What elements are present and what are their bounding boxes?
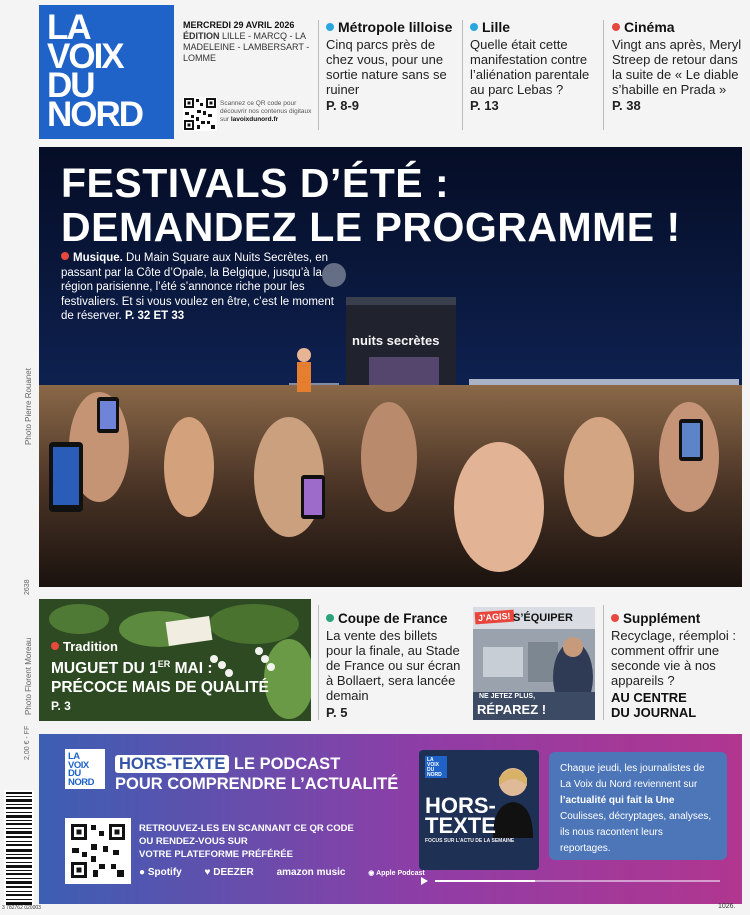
logo-line: NORD	[427, 772, 442, 778]
headline-text: MAI :	[170, 660, 213, 678]
logo-line: LA	[68, 751, 80, 762]
story-muguet[interactable]	[39, 599, 311, 721]
spotify-link[interactable]: ● Spotify	[139, 867, 182, 878]
banner-title	[115, 754, 398, 794]
price: 2,00 € - FF	[24, 725, 31, 760]
teaser-kicker	[470, 20, 600, 35]
slogan-line2: RÉPAREZ !	[477, 702, 547, 717]
story-page: P. 3	[51, 699, 71, 714]
story-supplement[interactable]	[611, 611, 745, 720]
teaser-page: P. 13	[470, 98, 499, 113]
issue-code: 2638	[24, 579, 31, 595]
bottom-code: 1026.	[718, 903, 736, 910]
teaser-page: P. 8-9	[326, 98, 360, 113]
divider	[603, 605, 604, 720]
logo-line: DU	[47, 66, 94, 105]
masthead-logo[interactable]	[39, 5, 174, 139]
logo-line: NORD	[47, 95, 143, 134]
headline-text: MUGUET DU 1	[51, 660, 158, 678]
edition-areas: LILLE - MARCQ - LA MADELEINE - LAMBERSART - LOMME	[183, 31, 310, 63]
platform-label: Apple Podcast	[376, 870, 425, 877]
logo-line: LA	[47, 8, 90, 47]
story-headline	[51, 656, 269, 677]
divider	[318, 605, 319, 720]
bullet-dot-icon	[470, 23, 478, 31]
teaser-kicker	[326, 20, 460, 35]
teaser-text: Quelle était cette manifestation contre l’aliénation parentale au parc Lebas ?	[470, 37, 590, 97]
cover-title	[425, 793, 496, 838]
scan-line: RETROUVEZ-LES EN SCANNANT CE QR CODE	[139, 823, 354, 834]
desc-text: Chaque jeudi, les journalistes de La Voix du Nord reviennent sur	[560, 763, 705, 790]
logo-line: DU	[427, 767, 435, 773]
logo-line: LA	[427, 757, 434, 763]
banner-scan-text	[139, 822, 354, 861]
edition-info	[183, 20, 311, 64]
amazon-music-link[interactable]	[277, 867, 356, 878]
story-headline-line2: PRÉCOCE MAIS DE QUALITÉ	[51, 679, 269, 697]
hero-headline-line: DEMANDEZ LE PROGRAMME !	[61, 204, 681, 250]
logo-line: NORD	[68, 776, 94, 788]
platform-label: amazon music	[276, 867, 346, 878]
bullet-dot-icon	[61, 252, 69, 260]
story-page-line2: DU JOURNAL	[611, 705, 697, 720]
podcast-banner[interactable]	[39, 734, 742, 904]
ad-sequiper[interactable]	[473, 607, 595, 720]
podcast-cover[interactable]	[419, 750, 539, 870]
headline-sup: ER	[157, 659, 171, 669]
barcode-number: 3 782762 020003	[2, 905, 41, 911]
divider	[462, 20, 463, 130]
muguet-caption	[51, 639, 269, 713]
jagis-badge: J’AGIS!	[475, 610, 514, 625]
bullet-dot-icon	[51, 642, 59, 650]
story-page-line1: AU CENTRE	[611, 690, 687, 705]
apple-podcast-link[interactable]: ◉ Apple Podcast	[368, 870, 425, 877]
kicker-text: Supplément	[623, 611, 701, 626]
cover-title-line: TEXTE	[425, 813, 496, 838]
cover-subtitle: FOCUS SUR L’ACTU DE LA SEMAINE	[425, 838, 515, 844]
photo-credit: Photo Florent Moreau	[24, 637, 33, 715]
edition-label: ÉDITION	[183, 31, 220, 41]
teaser-page: P. 38	[612, 98, 641, 113]
divider	[603, 20, 604, 130]
teaser-text: Cinq parcs près de chez vous, pour une sortie nature sans se ruiner	[326, 37, 447, 97]
stage-sign-text: nuits secrètes	[352, 333, 440, 348]
hero-body: Du Main Square aux Nuits Secrètes, en passant par la Côte d’Opale, la Belgique, jusqu’à la région parisienne, l’été s’annonce riche pour les festivaliers. Et si vous voulez en être, c’est le moment de réserver.	[61, 252, 334, 322]
platform-list	[139, 867, 445, 878]
hors-texte-highlight: HORS-TEXTE	[115, 755, 229, 773]
desc-bold: l’actualité qui fait la Une	[560, 795, 675, 806]
kicker-text: Tradition	[63, 639, 118, 654]
kicker-text: Cinéma	[624, 19, 675, 35]
qr-site-link[interactable]: lavoixdunord.fr	[230, 116, 279, 123]
cover-title-line: HORS-	[425, 793, 496, 818]
teaser-lille[interactable]	[470, 20, 600, 113]
divider	[318, 20, 319, 130]
kicker-text: Coupe de France	[338, 611, 448, 626]
hero-headline-line: FESTIVALS D’ÉTÉ :	[61, 160, 450, 206]
kicker-text: Lille	[482, 19, 511, 35]
platform-label: Spotify	[147, 867, 182, 878]
bullet-dot-icon	[326, 23, 334, 31]
hero-page: P. 32 ET 33	[124, 310, 185, 322]
deezer-link[interactable]: ♥ DEEZER	[204, 867, 254, 878]
platform-label: DEEZER	[213, 867, 254, 878]
hero-summary	[61, 251, 343, 324]
story-text: La vente des billets pour la finale, au Stade de France ou sur écran à Bollaert, sera lancée demain	[326, 628, 461, 703]
play-icon	[421, 877, 428, 885]
hero-headline	[61, 161, 681, 249]
story-kicker	[611, 611, 745, 626]
banner-logo	[65, 749, 105, 789]
title-rest: LE PODCAST	[229, 755, 341, 773]
photo-credit: Photo Pierre Rouanet	[24, 368, 33, 445]
podcast-qr-code-icon[interactable]	[65, 818, 131, 884]
teaser-metropole[interactable]	[326, 20, 460, 113]
bullet-dot-icon	[612, 23, 620, 31]
host-portrait	[489, 758, 537, 838]
qr-code-icon[interactable]	[183, 97, 217, 131]
bullet-dot-icon	[326, 614, 334, 622]
scan-line: OU RENDEZ-VOUS SUR	[139, 836, 248, 847]
title-line2: POUR COMPRENDRE L’ACTUALITÉ	[115, 775, 399, 793]
teaser-kicker	[612, 20, 744, 35]
issue-date: MERCREDI 29 AVRIL 2026	[183, 20, 295, 30]
qr-text: Scannez ce QR code pour découvrir nos contenus digitaux sur	[220, 100, 312, 123]
cover-logo	[425, 756, 447, 778]
teaser-text: Vingt ans après, Meryl Streep de retour dans la suite de « Le diable s’habille en Prada »	[612, 37, 742, 97]
story-kicker	[51, 639, 269, 654]
bullet-dot-icon	[611, 614, 619, 622]
sequiper-title: S’ÉQUIPER	[513, 612, 573, 624]
logo-line: DU	[68, 768, 81, 779]
logo-line: VOIX	[68, 759, 89, 771]
logo-line: VOIX	[47, 37, 123, 76]
story-page: P. 5	[326, 705, 348, 720]
story-coupe-de-france[interactable]	[326, 611, 466, 720]
story-kicker	[326, 611, 466, 626]
hero-kicker: Musique.	[73, 252, 123, 264]
podcast-description	[549, 752, 727, 860]
hero-story[interactable]	[39, 147, 742, 587]
logo-line: VOIX	[427, 762, 439, 768]
qr-instructions	[220, 100, 312, 124]
kicker-text: Métropole lilloise	[338, 19, 453, 35]
story-text: Recyclage, réemploi : comment offrir une seconde vie à nos appareils ?	[611, 628, 736, 688]
audio-player-bar[interactable]	[419, 875, 724, 887]
teaser-cinema[interactable]	[612, 20, 744, 113]
desc-text: Coulisses, décryptages, analyses, ils nous racontent leurs reportages.	[560, 811, 712, 854]
slogan-line1: NE JETEZ PLUS,	[479, 693, 536, 700]
barcode	[4, 790, 34, 908]
scan-line: VOTRE PLATEFORME PRÉFÉRÉE	[139, 849, 293, 860]
